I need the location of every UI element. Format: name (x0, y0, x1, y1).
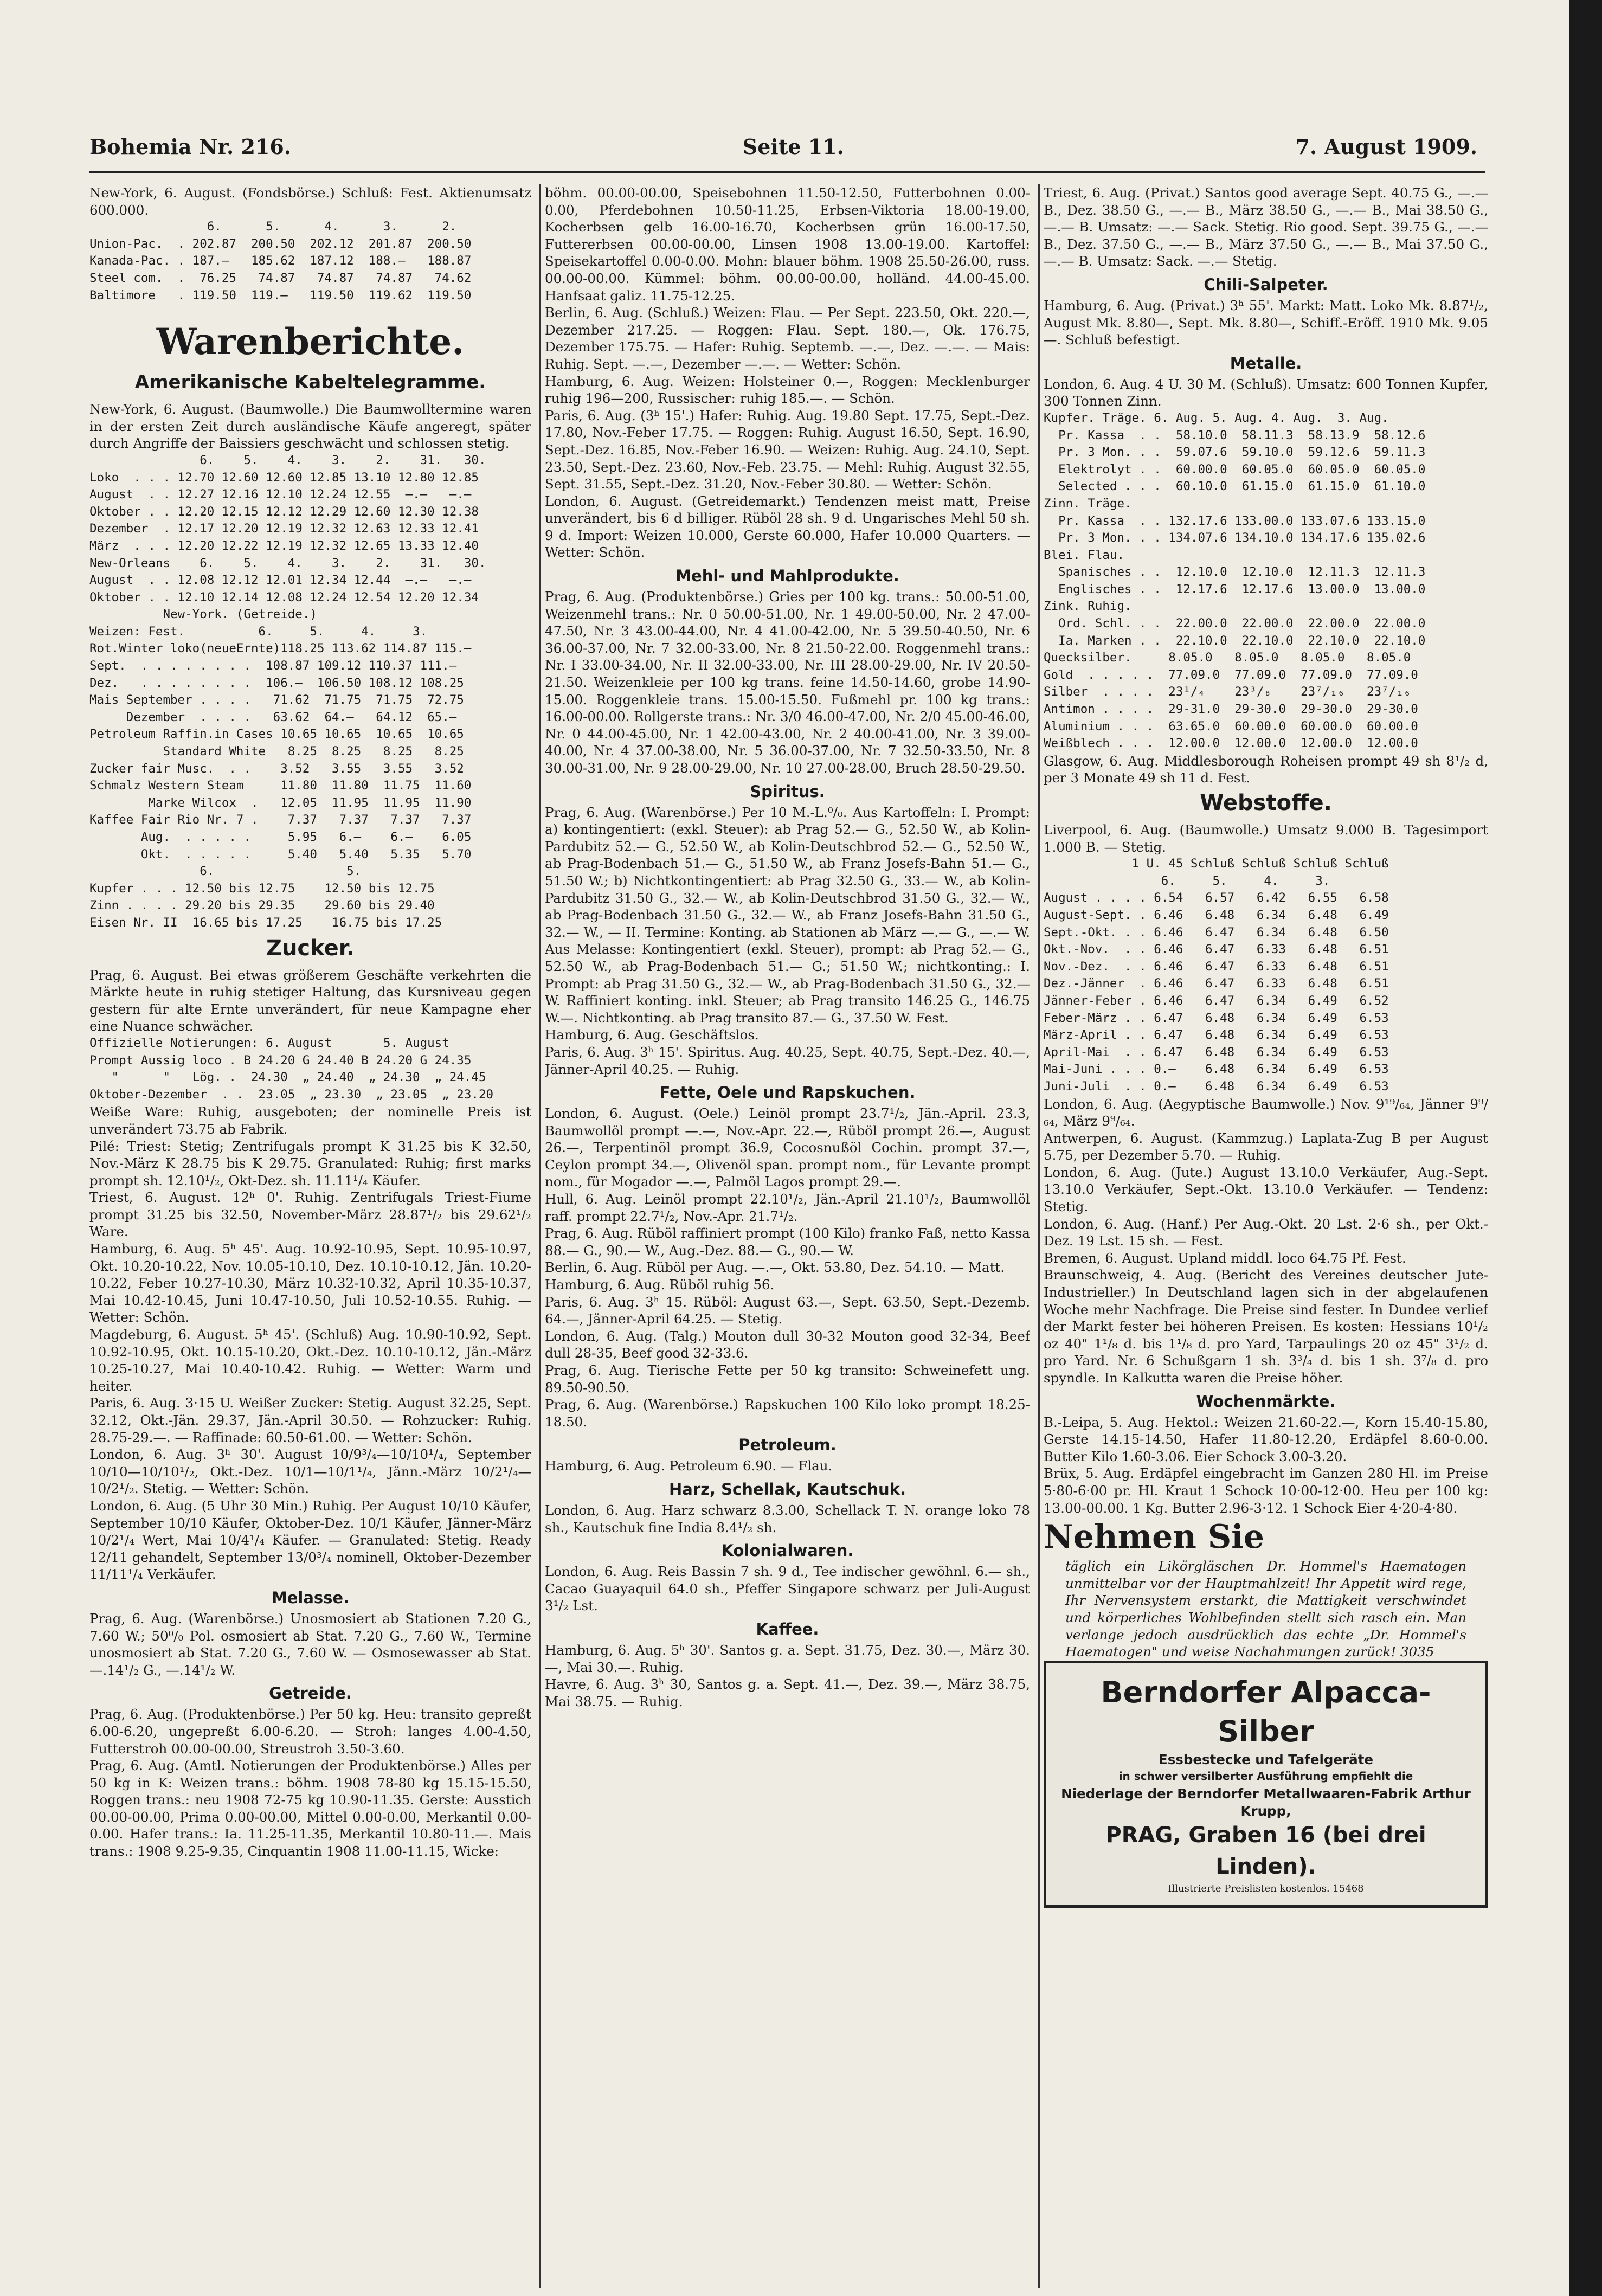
zucker-table: Offizielle Notierungen: 6. August 5. August Prompt Aussig loco . B 24.20 G 24.40 B 24.20 G 24.35 " " Lög. . 24.30 „ 24.40 „ 24.30 „ 24.45 Oktober-Dezember . . 23.05 „ 23.30 „ 23.05 „ 23.20 (89, 1036, 494, 1102)
scan-edge (1569, 0, 1602, 2296)
wochenmaerkte-heading: Wochenmärkte. (1196, 1392, 1336, 1411)
webstoffe-heading: Webstoffe. (1200, 790, 1332, 815)
section-subtitle: Amerikanische Kabeltelegramme. (134, 371, 486, 394)
market-paragraph: London, 6. August. (Oele.) Leinöl prompt 23.7¹/₂, Jän.-April. 23.3, Baumwollöl prompt —.—, Nov.-Apr. 22.—, Rüböl prompt 26.—, August 26.—, Terpentinöl prompt 36.9, Cocosnußöl Cochin. prompt 37.—, Ceylon prompt 34.—, Olivenöl span. prompt nom., für Levante prompt nom., für Mogador —.—, Palmöl Lagos prompt 29.—. (545, 1105, 1030, 1190)
zucker-paragraph: London, 6. Aug. 3ʰ 30'. August 10/9³/₄—10/10¹/₄, September 10/10—10/10¹/₂, Okt.-Dez. 10/1—10/1¹/₄, Jänn.-März 10/2¹/₄—10/2¹/₂. Stetig. — Wetter: Schön. (89, 1446, 531, 1497)
market-paragraph: Braunschweig, 4. Aug. (Bericht des Vereines deutscher Jute-Industrieller.) In Deutschland lagen sich in der abgelaufenen Woche mehr Nachfrage. Die Preise sind fester. In Dundee verlief der Markt fester bei höheren Preisen. Es kosten: Hessians 10¹/₂ oz 40" 1¹/₈ d. bis 1¹/₈ d. pro Yard, Tarpaulings 20 oz 45" 3¹/₂ d. pro Yard. Nr. 6 Schußgarn 1 sh. 3³/₄ d. bis 1 sh. 3⁷/₈ d. pro spyndle. In Kalkutta waren die Preise höher. (1044, 1267, 1488, 1386)
market-paragraph: London, 6. Aug. 4 U. 30 M. (Schluß). Umsatz: 600 Tonnen Kupfer, 300 Tonnen Zinn. (1044, 376, 1488, 409)
header-page-number: Seite 11. (742, 134, 844, 159)
market-paragraph: Glasgow, 6. Aug. Middlesborough Roheisen prompt 49 sh 8¹/₂ d, per 3 Monate 49 sh 11 d. Fest. (1044, 753, 1488, 786)
zucker-paragraph: Prag, 6. August. Bei etwas größerem Geschäfte verkehrten die Märkte heute in ruhig stetiger Haltung, das Kursniveau gegen gestern für alte Ernte unverändert, für neue Kampagne eher eine Nuance schwächer. (89, 967, 531, 1034)
kaffee-heading: Kaffee. (756, 1619, 819, 1638)
market-paragraph: London, 6. Aug. Reis Bassin 7 sh. 9 d., Tee indischer gewöhnl. 6.— sh., Cacao Guayaquil 64.0 sh., Pfeffer Singapore schwarz per Juli-August 3¹/₂ Lst. (545, 1564, 1030, 1614)
ad-footnote: Illustrierte Preislisten kostenlos. 15468 (1168, 1883, 1364, 1895)
market-paragraph: Havre, 6. Aug. 3ʰ 30, Santos g. a. Sept. 41.—, Dez. 39.—, März 38.75, Mai 38.75. — Ruhig. (545, 1676, 1030, 1709)
zucker-heading: Zucker. (266, 935, 355, 961)
market-paragraph: Hamburg, 6. Aug. 5ʰ 30'. Santos g. a. Sept. 31.75, Dez. 30.—, März 30.—, Mai 30.—. Ruhig. (545, 1642, 1030, 1675)
berndorfer-advertisement (1044, 1661, 1488, 1908)
ad-body: täglich ein Likörgläschen Dr. Hommel's Haematogen unmittelbar vor der Hauptmahlzeit! Ihr Appetit wird rege, Ihr Nervensystem erstarkt, die Mattigkeit verschwindet und körperliches Wohlbefinden stellt sich rasch ein. Man verlange jedoch ausdrücklich das echte „Dr. Hommel's Haematogen" und weise Nachahmungen zurück! 3035 (1065, 1558, 1466, 1660)
ad-title: Nehmen Sie (1044, 1518, 1265, 1557)
fette-heading: Fette, Oele und Rapskuchen. (659, 1083, 916, 1102)
zucker-paragraph: London, 6. Aug. (5 Uhr 30 Min.) Ruhig. Per August 10/10 Käufer, September 10/10 Käufer, Oktober-Dez. 10/1 Käufer, Jänner-März 10/2¹/₄ Wert, Mai 10/4¹/₄ Käufer. — Granulated: Stetig. Ready 12/11 gehandelt, September 13/0³/₄ nominell, Oktober-Dezember 11/11¹/₄ Verkäufer. (89, 1497, 531, 1583)
column-divider (1038, 184, 1040, 2288)
cotton-paragraph: New-York, 6. August. (Baumwolle.) Die Baumwolltermine waren in der ersten Zeit durch ausländische Käufe angeregt, später durch Angriffe der Baissiers geschwächt und schlossen stetig. (89, 401, 531, 452)
ad-title: Berndorfer Alpacca-Silber (1101, 1675, 1431, 1748)
ad-address: PRAG, Graben 16 (bei drei Linden). (1105, 1823, 1426, 1880)
zucker-paragraph: Pilé: Triest: Stetig; Zentrifugals prompt K 31.25 bis K 32.50, Nov.-März K 28.75 bis K 29.75. Granulated: Ruhig; first marks prompt sh. 12.10¹/₂, Okt-Dez. sh. 11.11¹/₄ Käufer. (89, 1138, 531, 1188)
ny-stocks-paragraph: New-York, 6. August. (Fondsbörse.) Schluß: Fest. Aktienumsatz 600.000. (89, 185, 531, 218)
ad-line: Niederlage der Berndorfer Metallwaaren-Fabrik Arthur Krupp, (1061, 1785, 1471, 1819)
market-paragraph: Paris, 6. Aug. (3ʰ 15'.) Hafer: Ruhig. Aug. 19.80 Sept. 17.75, Sept.-Dez. 17.80, Nov.-Feber 17.75. — Roggen: Ruhig. August 16.50, Sept. 16.90, Sept.-Dez. 16.85, Nov.-Feber 16.90. — Weizen: Ruhig. Aug. 24.10, Sept. 23.50, Sept.-Dez. 23.60, Nov.-Feb. 23.75. — Mehl: Ruhig. August 32.55, Sept. 31.55, Sept.-Dez. 31.20, Nov.-Feber 30.80. — Wetter: Schön. (545, 407, 1030, 492)
market-paragraph: Hamburg, 6. Aug. (Privat.) 3ʰ 55'. Markt: Matt. Loko Mk. 8.87¹/₂, August Mk. 8.80—, Sept. Mk. 8.80—, Schiff.-Eröff. 1910 Mk. 9.05—. Schluß befestigt. (1044, 297, 1488, 348)
spiritus-heading: Spiritus. (750, 782, 825, 801)
liverpool-cotton-table: 1 U. 45 Schluß Schluß Schluß Schluß 6. 5. 4. 3. August . . . . 6.54 6.57 6.42 6.55 6.58 August-Sept. . 6.46 6.48 6.34 6.48 6.49 Sept.-Okt. . . 6.46 6.47 6.34 6.48 6.50 Okt.-Nov. . . 6.46 6.47 6.33 6.48 6.51 Nov.-Dez. . . 6.46 6.47 6.33 6.48 6.51 Dez.-Jänner . 6.46 6.47 6.33 6.48 6.51 Jänner-Feber . 6.46 6.47 6.34 6.49 6.52 Feber-März . . 6.47 6.48 6.34 6.49 6.53 März-April . . 6.47 6.48 6.34 6.49 6.53 April-Mai . . 6.47 6.48 6.34 6.49 6.53 Mai-Juni . . . 0.— 6.48 6.34 6.49 6.53 Juni-Juli . . 0.— 6.48 6.34 6.49 6.53 (1044, 857, 1389, 1094)
cotton-table: 6. 5. 4. 3. 2. 31. 30. Loko . . . 12.70 12.60 12.60 12.85 13.10 12.80 12.85 August . . 12.27 12.16 12.10 12.24 12.55 —.— —.— Oktober . . 12.20 12.15 12.12 12.29 12.60 12.30 12.38 Dezember . 12.17 12.20 12.19 12.32 12.63 12.33 12.41 März . . . 12.20 12.22 12.19 12.32 12.65 13.33 12.40 New-Orleans 6. 5. 4. 3. 2. 31. 30. August . . 12.08 12.12 12.01 12.34 12.44 —.— —.— Oktober . . 12.10 12.14 12.08 12.24 12.54 12.20 12.34 New-York. (Getreide.) (89, 453, 486, 622)
market-paragraph: Hamburg, 6. Aug. Geschäftslos. (545, 1027, 759, 1043)
column-1 (89, 184, 531, 2277)
column-3 (1044, 184, 1488, 2277)
market-paragraph: Hamburg, 6. Aug. Rüböl ruhig 56. (545, 1277, 775, 1293)
ny-stocks-table: 6. 5. 4. 3. 2. Union-Pac. . 202.87 200.50 202.12 201.87 200.50 Kanada-Pac. . 187.— 185.62 187.12 188.— 188.87 Steel com. . 76.25 74.87 74.87 74.87 74.62 Baltimore . 119.50 119.— 119.50 119.62 119.50 (89, 220, 472, 303)
zucker-paragraph: Hamburg, 6. Aug. 5ʰ 45'. Aug. 10.92-10.95, Sept. 10.95-10.97, Okt. 10.20-10.22, Nov. 10.05-10.10, Dez. 10.10-10.12, Jän. 10.20-10.22, Feber 10.27-10.30, März 10.32-10.32, April 10.35-10.37, Mai 10.42-10.45, Juni 10.47-10.50, Juli 10.52-10.55. Ruhig. — Wetter: Schön. (89, 1241, 531, 1326)
page-header (89, 130, 1477, 163)
market-paragraph: London, 6. Aug. Harz schwarz 8.3.00, Schellack T. N. orange loko 78 sh., Kautschuk fine India 8.4¹/₂ sh. (545, 1502, 1030, 1535)
market-paragraph: Bremen, 6. August. Upland middl. loco 64.75 Pf. Fest. (1044, 1250, 1406, 1266)
market-paragraph: Liverpool, 6. Aug. (Baumwolle.) Umsatz 9.000 B. Tagesimport 1.000 B. — Stetig. (1044, 822, 1488, 855)
melasse-paragraph: Prag, 6. Aug. (Warenbörse.) Unosmosiert ab Stationen 7.20 G., 7.60 W.; 50⁰/₀ Pol. osmosiert ab Stat. 7.20 G., 7.60 W., Termine unosmosiert ab Stat. 7.20 G., 7.60 W. — Osmosewasser ab Stat. —.14¹/₂ G., —.14¹/₂ W. (89, 1610, 531, 1678)
kolonial-heading: Kolonialwaren. (721, 1541, 854, 1560)
market-paragraph: Hull, 6. Aug. Leinöl prompt 22.10¹/₂, Jän.-April 21.10¹/₂, Baumwollöl raff. prompt 22.7¹/₂, Nov.-Apr. 21.7¹/₂. (545, 1191, 1030, 1224)
section-title: Warenberichte. (156, 320, 465, 363)
market-paragraph: Prag, 6. Aug. (Produktenbörse.) Gries per 100 kg. trans.: 50.00-51.00, Weizenmehl trans.: Nr. 0 50.00-51.00, Nr. 1 49.00-50.00, Nr. 2 47.00-47.50, Nr. 3 43.00-44.00, Nr. 4 41.00-42.00, Nr. 5 39.50-40.50, Nr. 6 36.00-37.00, Nr. 7 32.00-33.00, Nr. 8 21.50-22.00. Roggenmehl trans.: Nr. I 33.00-34.00, Nr. II 32.00-33.00, Nr. III 28.00-29.00, Nr. IV 20.50-21.50. Weizenkleie per 100 kg trans. feine 14.50-14.60, grobe 14.90-15.00. Roggenkleie trans. 15.00-15.50. Fußmehl pr. 100 kg trans.: 16.00-00.00. Rollgerste trans.: Nr. 3/0 46.00-47.00, Nr. 2/0 45.00-46.00, Nr. 0 44.00-45.00, Nr. 1 42.00-43.00, Nr. 2 40.00-41.00, Nr. 3 39.00-40.00, Nr. 4 37.00-38.00, Nr. 5 36.00-37.00, Nr. 7 32.50-33.50, Nr. 8 30.00-31.00, Nr. 9 28.00-29.00, Nr. 10 27.00-28.00, Bruch 28.50-29.50. (545, 589, 1030, 776)
market-paragraph: Prag, 6. Aug. (Warenbörse.) Rapskuchen 100 Kilo loko prompt 18.25-18.50. (545, 1397, 1030, 1430)
market-paragraph: Prag, 6. Aug. (Warenbörse.) Per 10 M.-L.⁰/₀. Aus Kartoffeln: I. Prompt: a) kontingentiert: (exkl. Steuer): ab Prag 52.— G., 52.50 W., ab Kolin-Pardubitz 52.— G., 52.50 W., ab Kolin-Deutschbrod 52.— G., 52.50 W., ab Prag-Bodenbach 51.— G., 51.50 W., ab Franz Josefs-Bahn 51.— G., 51.50 W.; b) Nichtkontingentiert: ab Prag 32.50 G., 33.— W., ab Kolin-Pardubitz 31.50 G., 32.— W., ab Kolin-Deutschbrod 31.50 G., 32.— W., ab Prag-Bodenbach 31.50 G., 32.— W., ab Franz Josefs-Bahn 31.50 G., 32.— W., — II. Termine: Konting. ab Stationen ab März —.— G., —.— W. Aus Melasse: Kontingentiert (exkl. Steuer), prompt: ab Prag 52.— G., 52.50 W., ab Prag-Bodenbach 51.— G.; 51.50 W.; nichtkonting.: I. Prompt: ab Prag 31.50 G., 32.— W., ab Prag-Bodenbach 31.50 G., 32.— W. Raffiniert konting. inkl. Steuer; ab Prag transito 146.25 G., 146.75 W.—. Nichtkonting. ab Prag transito 87.— G., 37.50 W. Fest. (545, 804, 1030, 1026)
market-paragraph: B.-Leipa, 5. Aug. Hektol.: Weizen 21.60-22.—, Korn 15.40-15.80, Gerste 14.15-14.50, Hafer 11.80-12.20, Erdäpfel 8.60-0.00. Butter Kilo 1.60-3.06. Eier Schock 3.00-3.20. (1044, 1414, 1488, 1464)
market-paragraph: London, 6. Aug. (Hanf.) Per Aug.-Okt. 20 Lst. 2·6 sh., per Okt.-Dez. 19 Lst. 15 sh. — Fest. (1044, 1215, 1488, 1249)
ad-line: Essbestecke und Tafelgeräte (1158, 1751, 1374, 1767)
market-paragraph: Hamburg, 6. Aug. Petroleum 6.90. — Flau. (545, 1458, 833, 1474)
header-date: 7. August 1909. (1295, 134, 1477, 159)
market-paragraph: Paris, 6. Aug. 3ʰ 15'. Spiritus. Aug. 40.25, Sept. 40.75, Sept.-Dez. 40.—, Jänner-April 40.25. — Ruhig. (545, 1044, 1030, 1077)
metalle-heading: Metalle. (1230, 353, 1302, 372)
market-paragraph: London, 6. Aug. (Jute.) August 13.10.0 Verkäufer, Aug.-Sept. 13.10.0 Verkäufer, Sept.-Okt. 13.10.0 Verkäufer. — Tendenz: Stetig. (1044, 1164, 1488, 1215)
market-paragraph: London, 6. Aug. (Aegyptische Baumwolle.) Nov. 9¹⁹/₆₄, Jänner 9⁹/₆₄, März 9⁹/₆₄. (1044, 1096, 1488, 1129)
market-paragraph: Paris, 6. Aug. 3ʰ 15. Rüböl: August 63.—, Sept. 63.50, Sept.-Dezemb. 64.—, Jänner-April 64.25. — Stetig. (545, 1294, 1030, 1327)
market-paragraph: Antwerpen, 6. August. (Kammzug.) Laplata-Zug B per August 5.75, per Dezember 5.70. — Ruhig. (1044, 1130, 1488, 1163)
haematogen-advertisement (1044, 1516, 1488, 1661)
grain-table: Weizen: Fest. 6. 5. 4. 3. Rot.Winter loko(neueErnte)118.25 113.62 114.87 115.— Sept. . . . . . . . . 108.87 109.12 110.37 111.— Dez. . . . . . . . . 106.— 106.50 108.12 108.25 Mais September . . . . 71.62 71.75 71.75 72.75 Dezember . . . . 63.62 64.— 64.12 65.— Petroleum Raffin.in Cases 10.65 10.65 10.65 10.65 Standard White 8.25 8.25 8.25 8.25 Zucker fair Musc. . . 3.52 3.55 3.55 3.52 Schmalz Western Steam 11.80 11.80 11.75 11.60 Marke Wilcox . 12.05 11.95 11.95 11.90 Kaffee Fair Rio Nr. 7 . 7.37 7.37 7.37 7.37 Aug. . . . . . 5.95 6.— 6.— 6.05 Okt. . . . . . 5.40 5.40 5.35 5.70 6. 5. Kupfer . . . 12.50 bis 12.75 12.50 bis 12.75 Zinn . . . . 29.20 bis 29.35 29.60 bis 29.40 Eisen Nr. II 16.65 bis 17.25 16.75 bis 17.25 (89, 624, 472, 930)
market-paragraph: London, 6. August. (Getreidemarkt.) Tendenzen meist matt, Preise unverändert, bis 6 d billiger. Rüböl 28 sh. 9 d. Ungarisches Mehl 50 sh. 9 d. Import: Weizen 10.000, Gerste 60.000, Hafer 10.000 Quarters. — Wetter: Schön. (545, 493, 1030, 561)
ad-line: in schwer versilberter Ausführung empfiehlt die (1118, 1770, 1413, 1783)
header-issue: Bohemia Nr. 216. (89, 134, 292, 159)
market-paragraph: böhm. 00.00-00.00, Speisebohnen 11.50-12.50, Futterbohnen 0.00-0.00, Pferdebohnen 10.50-11.25, Erbsen-Viktoria 18.00-19.00, Kocherbsen gelb 16.00-16.70, Kocherbsen grün 16.00-17.50, Futtererbsen 00.00-00.00, Linsen 1908 13.00-19.00. Kartoffel: Speisekartoffel 0.00-0.00. Mohn: blauer böhm. 1908 25.50-26.00, russ. 00.00-00.00. Kümmel: böhm. 00.00-00.00, holländ. 44.00-45.00. Hanfsaat galiz. 11.75-12.25. (545, 185, 1030, 304)
market-paragraph: Brüx, 5. Aug. Erdäpfel eingebracht im Ganzen 280 Hl. im Preise 5·80-6·00 pr. Hl. Kraut 1 Schock 10·00-12·00. Heu per 100 kg: 13.00-00.00. 1 Kg. Butter 2.96-3·12. 1 Schock Eier 4·20-4·80. (1044, 1465, 1488, 1516)
harz-heading: Harz, Schellak, Kautschuk. (669, 1480, 906, 1498)
market-paragraph: Hamburg, 6. Aug. Weizen: Holsteiner 0.—, Roggen: Mecklenburger ruhig 196—200, Russischer: ruhig 185.—. — Schön. (545, 373, 1030, 407)
header-rule (89, 171, 1485, 173)
getreide-paragraph: Prag, 6. Aug. (Produktenbörse.) Per 50 kg. Heu: transito gepreßt 6.00-6.20, ungepreßt 6.00-6.20. — Stroh: langes 4.00-4.50, Futterstroh 00.00-00.00, Streustroh 3.50-3.60. (89, 1706, 531, 1757)
market-paragraph: London, 6. Aug. (Talg.) Mouton dull 30-32 Mouton good 32-34, Beef dull 28-35, Beef good 32-33.6. (545, 1328, 1030, 1361)
market-paragraph: Triest, 6. Aug. (Privat.) Santos good average Sept. 40.75 G., —.— B., Dez. 38.50 G., —.— B., März 38.50 G., —.— B., Mai 38.50 G., —.— B. Umsatz: —.— Sack. Stetig. Rio good. Sept. 39.75 G., —.— B., Dez. 37.50 G., —.— B., März 37.50 G., —.— B., Mai 37.50 G., —.— B. Umsatz: Sack. —.— Stetig. (1044, 185, 1488, 269)
chili-heading: Chili-Salpeter. (1204, 275, 1328, 294)
column-2 (545, 184, 1030, 2277)
metal-table: Kupfer. Träge. 6. Aug. 5. Aug. 4. Aug. 3. Aug. Pr. Kassa . . 58.10.0 58.11.3 58.13.9 58.12.6 Pr. 3 Mon. . . 59.07.6 59.10.0 59.12.6 59.11.3 Elektrolyt . . 60.00.0 60.05.0 60.05.0 60.05.0 Selected . . . 60.10.0 61.15.0 61.15.0 61.10.0 Zinn. Träge. Pr. Kassa . . 132.17.6 133.00.0 133.07.6 133.15.0 Pr. 3 Mon. . . 134.07.6 134.10.0 134.17.6 135.02.6 Blei. Flau. Spanisches . . 12.10.0 12.10.0 12.11.3 12.11.3 Englisches . . 12.17.6 12.17.6 13.00.0 13.00.0 Zink. Ruhig. Ord. Schl. . . 22.00.0 22.00.0 22.00.0 22.00.0 Ia. Marken . . 22.10.0 22.10.0 22.10.0 22.10.0 Quecksilber. 8.05.0 8.05.0 8.05.0 8.05.0 Gold . . . . . 77.09.0 77.09.0 77.09.0 77.09.0 Silber . . . . 23¹/₄ 23³/₈ 23⁷/₁₆ 23⁷/₁₆ Antimon . . . . 29-31.0 29-30.0 29-30.0 29-30.0 Aluminium . . . 63.65.0 60.00.0 60.00.0 60.00.0 Weißblech . . . 12.00.0 12.00.0 12.00.0 12.00.0 (1044, 410, 1426, 751)
getreide-paragraph: Prag, 6. Aug. (Amtl. Notierungen der Produktenbörse.) Alles per 50 kg in K: Weizen trans.: böhm. 1908 78-80 kg 15.15-15.50, Roggen trans.: neu 1908 72-75 kg 10.90-11.35. Gerste: Ausstich 00.00-00.00, Prima 0.00-00.00, Mittel 0.00-0.00, Merkantil 0.00-0.00. Hafer trans.: Ia. 11.25-11.35, Merkantil 10.80-11.—. Mais trans.: 1908 9.25-9.35, Cinquantin 1908 11.00-11.15, Wicke: (89, 1758, 531, 1860)
column-divider (539, 184, 541, 2288)
zucker-paragraph: Paris, 6. Aug. 3·15 U. Weißer Zucker: Stetig. August 32.25, Sept. 32.12, Okt.-Jän. 29.37, Jän.-April 30.50. — Rohzucker: Ruhig. 28.75-29.—. — Raffinade: 60.50-61.00. — Wetter: Schön. (89, 1395, 531, 1445)
market-paragraph: Prag, 6. Aug. Rüböl raffiniert prompt (100 Kilo) franko Faß, netto Kassa 88.— G., 90.— W., Aug.-Dez. 88.— G., 90.— W. (545, 1225, 1030, 1258)
getreide-heading: Getreide. (269, 1684, 352, 1703)
petroleum-heading: Petroleum. (738, 1436, 837, 1455)
market-paragraph: Berlin, 6. Aug. (Schluß.) Weizen: Flau. — Per Sept. 223.50, Okt. 220.—, Dezember 217.25. — Roggen: Flau. Sept. 180.—, Ok. 176.75, Dezember 175.75. — Hafer: Ruhig. Septemb. —.—, Dez. —.—. — Mais: Ruhig. Sept. —.—, Dezember —.—. — Wetter: Schön. (545, 305, 1030, 372)
zucker-paragraph: Weiße Ware: Ruhig, ausgeboten; der nominelle Preis ist unverändert 73.75 ab Fabrik. (89, 1104, 531, 1137)
market-paragraph: Prag, 6. Aug. Tierische Fette per 50 kg transito: Schweinefett ung. 89.50-90.50. (545, 1362, 1030, 1395)
mehl-heading: Mehl- und Mahlprodukte. (675, 567, 899, 586)
melasse-heading: Melasse. (271, 1588, 350, 1607)
zucker-paragraph: Triest, 6. August. 12ʰ 0'. Ruhig. Zentrifugals Triest-Fiume prompt 31.25 bis 32.50, November-März 28.87¹/₂ bis 29.62¹/₂ Ware. (89, 1189, 531, 1240)
zucker-paragraph: Magdeburg, 6. August. 5ʰ 45'. (Schluß) Aug. 10.90-10.92, Sept. 10.92-10.95, Okt. 10.15-10.20, Okt.-Dez. 10.10-10.12, Jän.-März 10.25-10.27, Mai 10.40-10.42. Ruhig. — Wetter: Warm und heiter. (89, 1327, 531, 1394)
market-paragraph: Berlin, 6. Aug. Rüböl per Aug. —.—, Okt. 53.80, Dez. 54.10. — Matt. (545, 1259, 1005, 1276)
